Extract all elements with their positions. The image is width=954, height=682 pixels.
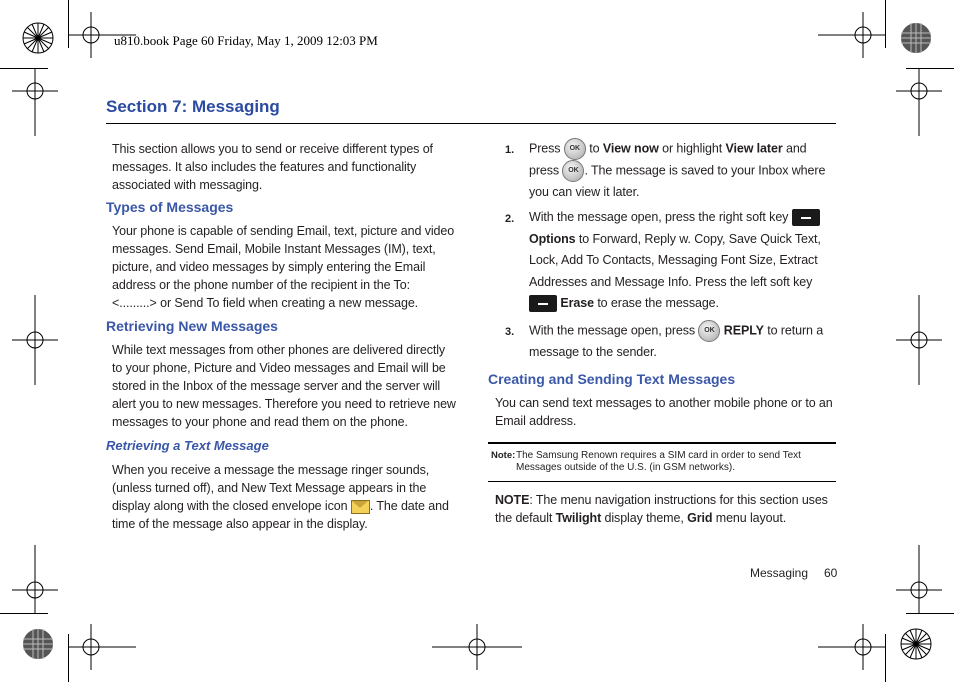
ok-key-icon: OK (698, 320, 720, 342)
ok-key-icon: OK (564, 138, 586, 160)
types-heading: Types of Messages (106, 199, 234, 215)
print-header: u810.book Page 60 Friday, May 1, 2009 12:03 PM (114, 33, 378, 48)
crosshair-icon (896, 545, 942, 613)
star-target-icon (901, 629, 931, 659)
retrieving-heading: Retrieving New Messages (106, 318, 278, 334)
note-label: Note: (491, 450, 516, 461)
creating-paragraph: You can send text messages to another mobile phone or to an Email address. (495, 396, 833, 428)
navigation-note: NOTE: The menu navigation instructions for this section uses the default Twilight display theme, Grid menu layout. (495, 493, 828, 525)
crosshair-icon (432, 624, 522, 670)
grid-target-icon (901, 23, 931, 53)
receive-text-b: . The date and time of the message also appear in the display. (112, 499, 449, 531)
ok-key-icon: OK (562, 160, 584, 182)
crosshair-icon (12, 545, 58, 613)
step-2-text: With the message open, press the right soft key Options to Forward, Reply w. Copy, Save Quick Text, Lock, Add To Contacts, Messaging Font Size, Extract Addresses and Message Info. Press the left soft key Erase to erase the message. (529, 207, 834, 315)
types-paragraph: Your phone is capable of sending Email, text, picture and video messages. Send Email, Mobile Instant Messages (IM), text, picture, and video messages by simply entering the Email address or the phone number of the recipient in the To: <.........> or Send To field when creating a new message. (112, 224, 455, 310)
title-rule (106, 123, 836, 124)
intro-paragraph: This section allows you to send or receive different types of messages. It also includes the features and functionality associated with messaging. (112, 142, 433, 192)
crosshair-icon (68, 624, 136, 670)
crosshair-icon (896, 68, 942, 136)
step-number: 2. (505, 213, 515, 225)
grid-target-icon (23, 629, 53, 659)
note-bottom-rule (488, 481, 836, 482)
right-soft-key-icon (792, 209, 820, 226)
step-number: 1. (505, 144, 515, 156)
retrieving-text-heading: Retrieving a Text Message (106, 438, 269, 453)
crosshair-icon (818, 12, 886, 58)
step-number: 3. (505, 326, 515, 338)
note-top-rule (488, 442, 836, 444)
receive-paragraph (112, 461, 457, 533)
page-title: Section 7: Messaging (106, 97, 280, 116)
retrieving-paragraph: While text messages from other phones are delivered directly to your phone, Picture and Video messages and Email will be stored in the Inbox of the message server and the server will alert you to new messages. Therefore you need to retrieve new messages to your phone and read them on the phone. (112, 343, 456, 429)
receive-text-a: When you receive a message the message ringer sounds, (unless turned off), and New Text Message appears in the display along with the closed envelope icon (112, 463, 430, 513)
left-soft-key-icon (529, 295, 557, 312)
crosshair-icon (12, 295, 58, 385)
step-1-text: Press OK to View now or highlight View later and press OK . The message is saved to your Inbox where you can view it later. (529, 138, 834, 204)
step-3-text: With the message open, press OK REPLY to return a message to the sender. (529, 320, 834, 364)
note-text: The Samsung Renown requires a SIM card in order to send Text Messages outside of the U.S. (in GSM networks). (516, 450, 801, 473)
star-target-icon (23, 23, 53, 53)
page-number: 60 (824, 566, 838, 580)
footer-section: Messaging (750, 566, 809, 580)
creating-heading: Creating and Sending Text Messages (488, 371, 736, 387)
crosshair-icon (12, 68, 58, 136)
note-box (491, 450, 831, 474)
crosshair-icon (896, 295, 942, 385)
crosshair-icon (818, 624, 886, 670)
envelope-icon (351, 500, 370, 514)
